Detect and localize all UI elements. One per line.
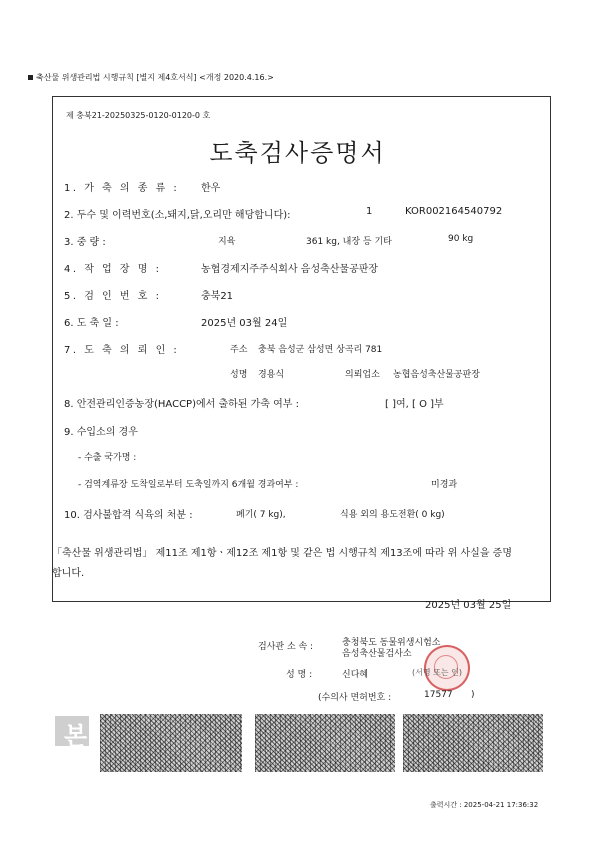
item3-carcass-label: 지육 [218, 237, 236, 247]
item4-value: 농협경제지주주식회사 음성축산물공판장 [201, 264, 379, 275]
inspector-name: 신다혜 [342, 670, 369, 680]
inspector-affiliation-line2: 음성축산물검사소 [342, 649, 412, 659]
item9-period-value: 미경과 [431, 480, 458, 490]
print-timestamp: 출력시간 : 2025-04-21 17:36:32 [430, 801, 539, 809]
item7-name: 경용식 [258, 370, 285, 380]
item3-label: 3. 중 량 : [64, 237, 106, 248]
item2-trace-number: KOR002164540792 [405, 206, 503, 217]
item7-name-label: 성명 [230, 370, 248, 380]
document-title: 도축검사증명서 [209, 139, 386, 167]
anti-copy-pattern [255, 714, 395, 772]
item10-label: 10. 검사불합격 식육의 처분 : [64, 510, 193, 521]
item2-label: 2. 두수 및 이력번호(소,돼지,닭,오리만 해당합니다): [64, 210, 291, 221]
item2-count: 1 [366, 206, 373, 217]
item7-org: 농협음성축산물공판장 [393, 370, 480, 380]
item10-disposal: 폐기( 7 kg), [236, 510, 286, 520]
inspector-name-label: 성 명 : [286, 670, 313, 680]
statement-line2: 합니다. [52, 568, 85, 579]
item3-carcass-weight: 361 kg, 내장 등 기타 [306, 237, 392, 247]
square-bullet-icon [28, 75, 33, 80]
inspector-affiliation-label: 검사관 소 속 : [258, 642, 314, 652]
issue-date: 2025년 03월 25일 [425, 600, 512, 611]
item10-other-use: 식용 외의 용도전환( 0 kg) [340, 510, 445, 520]
item9-export-country-label: - 수출 국가명 : [78, 453, 137, 463]
copy-mark-text: 본 [64, 722, 88, 750]
item9-period-label: - 검역계류장 도착일로부터 도축일까지 6개월 경과여부 : [78, 480, 299, 490]
statement-line1: 「축산물 위생관리법」 제11조 제1항ㆍ제12조 제1항 및 같은 법 시행규칙 제13조에 따라 위 사실을 증명 [52, 548, 512, 559]
anti-copy-pattern [403, 714, 543, 772]
item9-label: 9. 수입소의 경우 [64, 427, 138, 438]
item1-label: 1. 가 축 의 종 류 : [64, 183, 180, 194]
item8-haccp-choice: [ ]여, [ O ]부 [385, 399, 444, 410]
inspector-affiliation-line1: 충청북도 동물위생시험소 [342, 638, 441, 648]
item6-value: 2025년 03월 24일 [201, 318, 288, 329]
item5-label: 5. 검 인 번 호 : [64, 291, 162, 302]
license-close: ) [471, 690, 475, 700]
header-note-text: 축산물 위생관리법 시행규칙 [별지 제4호서식] <개정 2020.4.16.> [36, 73, 274, 82]
item4-label: 4. 작 업 장 명 : [64, 264, 162, 275]
item7-label: 7. 도 축 의 뢰 인 : [64, 345, 180, 356]
item5-value: 충북21 [201, 291, 234, 302]
item6-label: 6. 도 축 일 : [64, 318, 119, 329]
anti-copy-pattern [100, 714, 242, 772]
signature-label: (서명 또는 인) [412, 668, 462, 677]
license-label: (수의사 면허번호 : [318, 693, 392, 703]
item3-other-weight: 90 kg [448, 234, 474, 244]
item1-value: 한우 [201, 183, 221, 194]
item8-label: 8. 안전관리인증농장(HACCP)에서 출하된 가축 여부 : [64, 399, 300, 410]
form-header-note [28, 72, 274, 83]
document-number: 제 충북21-20250325-0120-0120-0 호 [66, 111, 211, 120]
item7-address-label: 주소 [230, 345, 248, 355]
item7-org-label: 의뢰업소 [345, 370, 380, 380]
license-number: 17577 [424, 690, 453, 700]
item7-address: 충북 음성군 삼성면 상곡리 781 [258, 345, 383, 355]
